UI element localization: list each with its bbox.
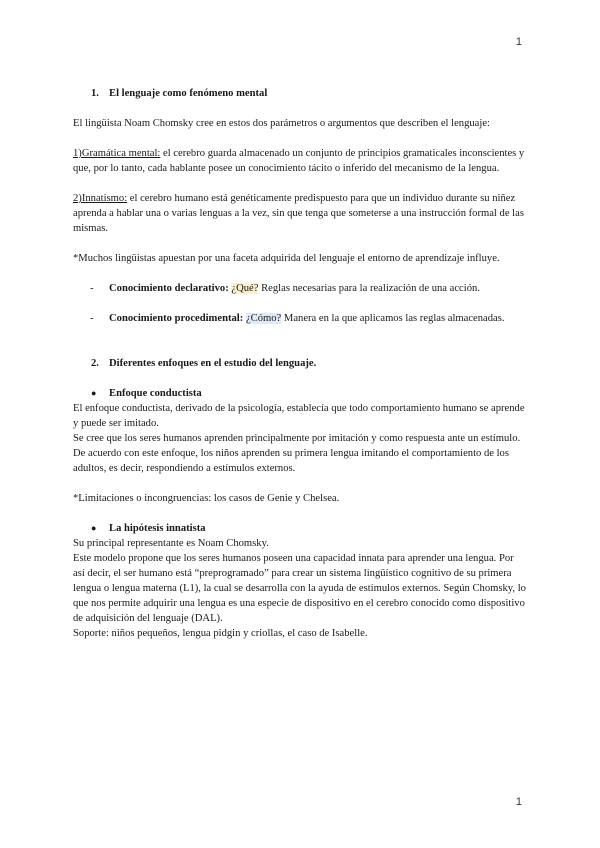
section-1-intro: El lingüista Noam Chomsky cree en estos dos parámetros o argumentos que describen el lenguaje:	[73, 118, 490, 129]
page-number-bottom: 1	[515, 796, 522, 808]
innatist-paragraph: Su principal representante es Noam Chomsky.	[73, 538, 269, 549]
behaviorist-note: *Limitaciones o incongruencias: los casos de Genie y Chelsea.	[73, 493, 340, 504]
section-2-title: Diferentes enfoques en el estudio del lenguaje.	[109, 358, 317, 369]
section-1-note: *Muchos lingüistas apuestan por una faceta adquirida del lenguaje el entorno de aprendizaje influye.	[73, 253, 500, 264]
list-item-declarative	[73, 281, 528, 296]
bullet-icon: ●	[91, 388, 97, 398]
argument-grammar-label: 1)Gramática mental:	[73, 148, 161, 159]
subsection-innatist-heading	[73, 521, 528, 536]
section-2-number: 2.	[91, 358, 99, 369]
bullet-icon: ●	[91, 523, 97, 533]
argument-innatism-label: 2)Innatismo:	[73, 193, 128, 204]
declarative-text: Reglas necesarias para la realización de una acción.	[258, 283, 480, 294]
argument-grammar-text: el cerebro guarda almacenado un conjunto de principios gramaticales inconscientes y que, por lo tanto, cada hablante posee un conocimiento tácito o inferido del mecanismo de la lengua.	[73, 148, 525, 174]
declarative-highlight: ¿Qué?	[231, 283, 259, 294]
subsection-behaviorist-heading	[73, 386, 528, 401]
innatist-support: Soporte: niños pequeños, lengua pidgin y criollas, el caso de Isabelle.	[73, 628, 368, 639]
section-1-title: El lenguaje como fenómeno mental	[109, 88, 268, 99]
procedural-label: Conocimiento procedimental:	[109, 313, 244, 324]
argument-innatism-text: el cerebro humano está genéticamente predispuesto para que un individuo durante su niñez aprenda a hablar una o varias lenguas a la vez, sin que tenga que someterse a una instrucción formal de las mismas.	[73, 193, 524, 234]
argument-grammar	[73, 146, 528, 176]
procedural-text: Manera en la que aplicamos las reglas almacenadas.	[281, 313, 505, 324]
document-body	[73, 86, 528, 641]
section-1-heading	[73, 86, 528, 101]
subsection-innatist-title: La hipótesis innatista	[109, 523, 206, 534]
section-2-heading	[73, 356, 528, 371]
behaviorist-paragraph: El enfoque conductista, derivado de la psicología, establecía que todo comportamiento humano se aprende y puede ser imitado.	[73, 403, 525, 429]
section-1-number: 1.	[91, 88, 99, 99]
declarative-label: Conocimiento declarativo:	[109, 283, 229, 294]
argument-innatism	[73, 191, 528, 236]
subsection-behaviorist-title: Enfoque conductista	[109, 388, 202, 399]
page-number-top: 1	[515, 36, 522, 48]
behaviorist-paragraph: Se cree que los seres humanos aprenden principalmente por imitación y como respuesta ante un estímulo.	[73, 433, 521, 444]
behaviorist-paragraph: De acuerdo con este enfoque, los niños aprenden su primera lengua imitando el comportamiento de los adultos, es decir, respondiendo a estímulos externos.	[73, 448, 509, 474]
innatist-paragraph: Este modelo propone que los seres humanos poseen una capacidad innata para aprender una lengua. Por así decir, el ser humano está “preprogramado” para crear un sistema lingüístico cognitivo de su primera lengua o lengua materna (L1), la cual se desarrolla con la ayuda de estímulos externos. Según Chomsky, lo que nos permite adquirir una lengua es una especie de dispositivo en el cerebro conocido como dispositivo de adquisición del lenguaje (DAL).	[73, 553, 526, 624]
dash-marker: -	[90, 283, 94, 294]
procedural-highlight: ¿Cómo?	[245, 313, 282, 324]
dash-marker: -	[90, 313, 94, 324]
list-item-procedural	[73, 311, 528, 326]
